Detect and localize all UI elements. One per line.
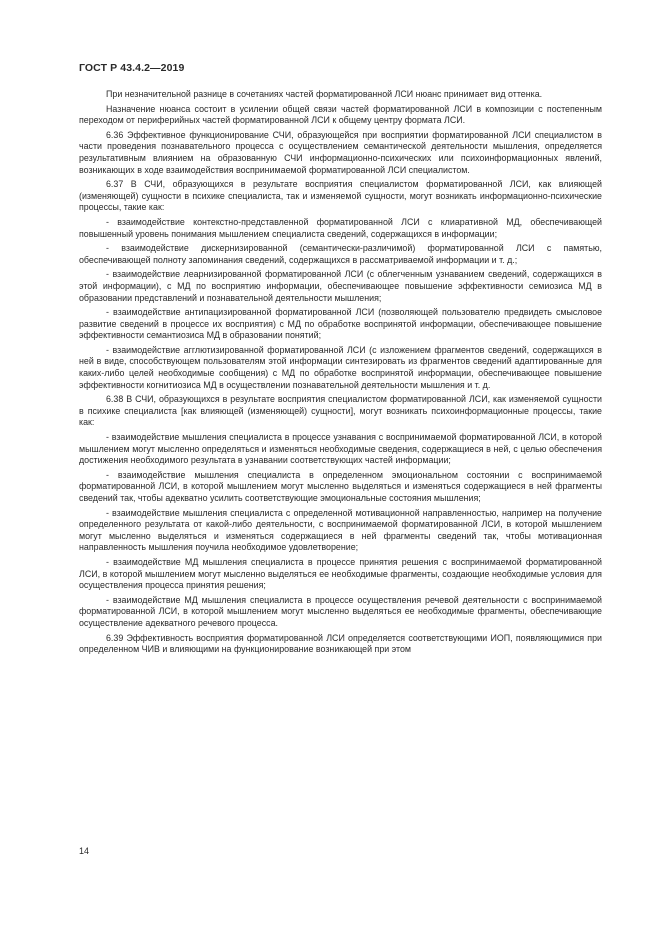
page-number: 14	[79, 846, 90, 856]
paragraph-6-39: 6.39 Эффективность восприятия форматированной ЛСИ определяется соответствующими ИОП, появляющимися при определенном ЧИВ и влияющими на функционирование возникающей при этом	[79, 632, 602, 655]
list-item: - взаимодействие мышления специалиста в определенном эмоциональном состоянии с воспринимаемой форматированной ЛСИ, в которой мышлением могут мысленно выделяться и изменяться содержащиеся в ней фрагменты сведений так, чтобы адекватно усилить соответствующие эмоциональные состояния мышления;	[79, 470, 602, 505]
document-header: ГОСТ Р 43.4.2—2019	[79, 62, 185, 74]
paragraph-6-36: 6.36 Эффективное функционирование СЧИ, образующейся при восприятии форматированной ЛСИ специалистом в части проведения познавательного процесса с осуществлением семантической деятельности мышления, определяется результативным влиянием на образованную СЧИ информационно-психических или психоинформационных явлений, возникающих в ходе взаимодействия воспринимаемой форматированной ЛСИ специалистом.	[79, 129, 602, 175]
list-item: - взаимодействие МД мышления специалиста в процессе принятия решения с воспринимаемой форматированной ЛСИ, в которой мышлением могут мысленно выделяться ее необходимые фрагменты, создающие необходимые условия для осуществления процесса принятия решения;	[79, 557, 602, 592]
list-item: - взаимодействие мышления специалиста в процессе узнавания с воспринимаемой форматированной ЛСИ, в которой мышлением могут мысленно определяться и изменяться необходимые сведения, содержащиеся в ней, с целью обеспечения достижения необходимого результата в узнавании соответствующих частей информации;	[79, 432, 602, 467]
list-item: - взаимодействие леарнизированной форматированной ЛСИ (с облегченным узнаванием сведений, содержащихся в этой информации), с МД по восприятию информации, обеспечивающее повышение эффективности семиозиса МД в образовании представлений и познавательной деятельности мышления;	[79, 269, 602, 304]
list-item: - взаимодействие МД мышления специалиста в процессе осуществления речевой деятельности с воспринимаемой форматированной ЛСИ, в которой мышлением могут мысленно выделяться ее необходимые фрагменты, обеспечивающие осуществление адекватного речевого процесса.	[79, 595, 602, 630]
paragraph-6-37: 6.37 В СЧИ, образующихся в результате восприятия специалистом форматированной ЛСИ, как влияющей (изменяющей) сущности в психике специалиста, так и изменяемой сущности, могут возникать информационно-психические процессы, такие как:	[79, 179, 602, 213]
paragraph: При незначительной разнице в сочетаниях частей форматированной ЛСИ нюанс принимает вид оттенка.	[106, 89, 543, 99]
paragraph: Назначение нюанса состоит в усилении общей связи частей форматированной ЛСИ в композиции с постепенным переходом от периферийных частей форматированной ЛСИ к общему центру формата ЛСИ.	[79, 103, 602, 126]
list-6-38	[79, 432, 602, 630]
document-body	[79, 89, 602, 659]
list-item: - взаимодействие мышления специалиста с определенной мотивационной направленностью, например на получение определенного результата от какой-либо деятельности, с воспринимаемой форматированной ЛСИ, в которой мышлением могут мысленно выделяться и изменяться содержащиеся в ней фрагменты сведений так, чтобы мотивационная направленность мышления поучила необходимое удовлетворение;	[79, 508, 602, 554]
paragraph-6-38: 6.38 В СЧИ, образующихся в результате восприятия специалистом форматированной ЛСИ, как изменяемой сущности в психике специалиста [как влияющей (изменяющей) сущности], могут возникать психоинформационные процессы, такие как:	[79, 394, 602, 428]
list-item: - взаимодействие антипацизированной форматированной ЛСИ (позволяющей пользователю предвидеть смысловое развитие сведений в процессе их восприятия) с МД по обработке воспринятой информации, обеспечивающее повышение эффективности семантиозиса МД в образовании понятий;	[79, 307, 602, 342]
list-item: - взаимодействие контекстно-представленной форматированной ЛСИ с клиаративной МД, обеспечивающей повышенный уровень понимания мышлением специалиста сведений, содержащихся в информации;	[79, 217, 602, 240]
list-6-37	[79, 217, 602, 391]
list-item: - взаимодействие дискернизированной (семантически-различимой) форматированной ЛСИ с памятью, обеспечивающей полноту запоминания сведений, содержащихся в рассматриваемой информации и т. д.;	[79, 243, 602, 266]
list-item: - взаимодействие агглютизированной форматированной ЛСИ (с изложением фрагментов сведений, содержащихся в ней в виде, способствующем пользователям этой информации синтезировать из фрагментов сведений адаптированные для каких-либо целей необходимые сообщения) с МД по обработке воспринятой информации, обеспечивающее повышение эффективности когнитиозиса МД в осуществлении познавательной деятельности мышления и т. д.	[79, 345, 602, 391]
